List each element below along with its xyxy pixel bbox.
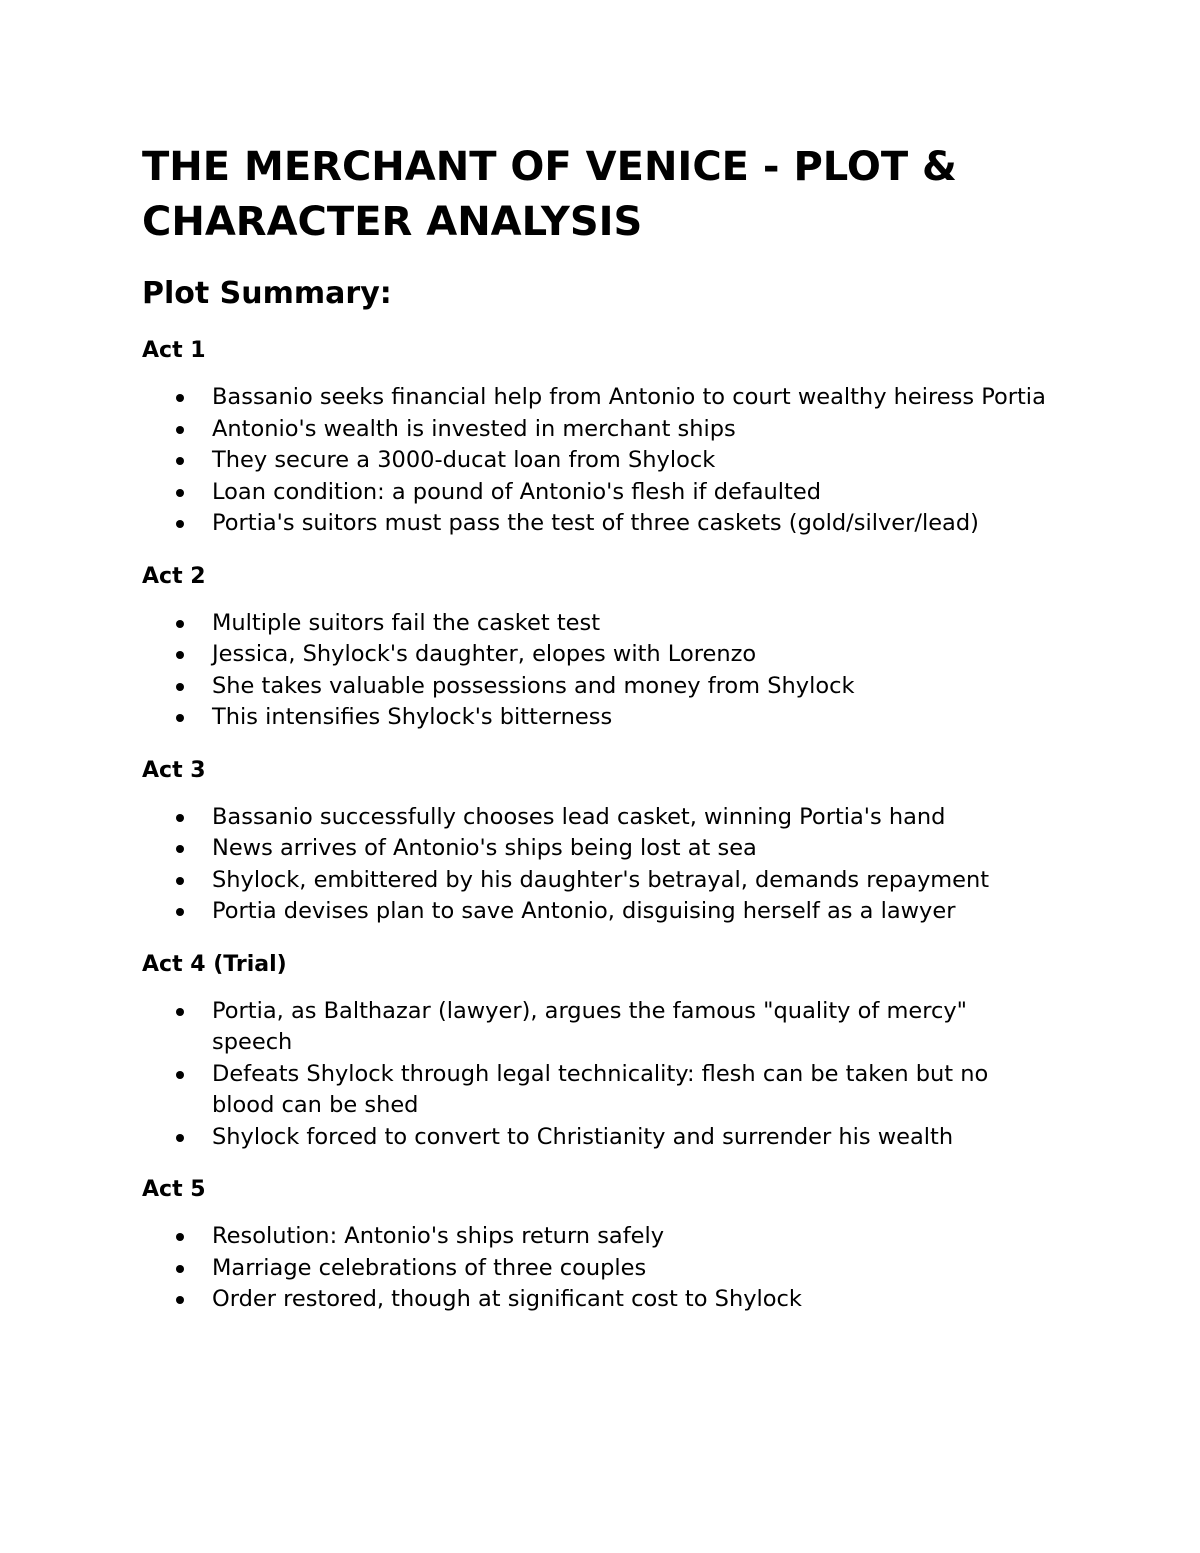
bullet-icon [176, 394, 184, 402]
bullet-icon [176, 651, 184, 659]
list-item-text: Portia's suitors must pass the test of three caskets (gold/silver/lead) [212, 510, 979, 536]
document-title [142, 140, 1052, 250]
bullet-icon [176, 489, 184, 497]
bullet-icon [176, 1296, 184, 1304]
list-item [142, 896, 1052, 928]
bullet-list [142, 996, 1052, 1154]
act-heading: Act 1 [142, 338, 206, 363]
list-item-text: Antonio's wealth is invested in merchant ships [212, 415, 736, 442]
list-item-text: Multiple suitors fail the casket test [212, 609, 601, 636]
list-item [142, 382, 1052, 414]
bullet-list [142, 382, 1052, 540]
list-item-text: Order restored, though at significant cost to Shylock [212, 1286, 802, 1312]
list-item [142, 508, 1052, 540]
document-title-line-1: THE MERCHANT OF VENICE - PLOT & [142, 144, 957, 190]
act-heading: Act 2 [142, 563, 206, 589]
bullet-icon [176, 845, 184, 853]
act-heading: Act 3 [142, 757, 206, 783]
bullet-icon [176, 1008, 184, 1016]
bullet-icon [176, 683, 184, 691]
bullet-icon [176, 1134, 184, 1142]
act-section [142, 336, 1052, 540]
list-item [142, 671, 1052, 703]
list-item [142, 865, 1052, 897]
list-item [142, 414, 1052, 446]
bullet-icon [176, 908, 184, 916]
bullet-icon [176, 457, 184, 465]
list-item [142, 1221, 1052, 1253]
document-title-line-2: CHARACTER ANALYSIS [142, 199, 643, 245]
list-item [142, 1122, 1052, 1154]
list-item [142, 1059, 1052, 1122]
list-item-text: News arrives of Antonio's ships being lost at sea [212, 835, 757, 861]
bullet-icon [176, 877, 184, 885]
bullet-icon [176, 1265, 184, 1273]
plot-summary-heading: Plot Summary: [142, 276, 392, 311]
list-item-text: Shylock, embittered by his daughter's betrayal, demands repayment [212, 866, 990, 893]
list-item [142, 702, 1052, 734]
document-page [142, 140, 1052, 1316]
act-heading: Act 5 [142, 1177, 206, 1202]
acts-list [142, 336, 1052, 1316]
bullet-list [142, 1221, 1052, 1316]
list-item-text: Defeats Shylock through legal technicality: flesh can be taken but no blood can be shed [212, 1060, 989, 1118]
list-item [142, 833, 1052, 865]
bullet-icon [176, 1233, 184, 1241]
list-item [142, 802, 1052, 834]
act-heading: Act 4 (Trial) [142, 951, 287, 977]
list-item [142, 639, 1052, 671]
list-item-text: Shylock forced to convert to Christianity and surrender his wealth [212, 1123, 954, 1150]
list-item-text: They secure a 3000-ducat loan from Shylock [212, 447, 716, 473]
list-item-text: Jessica, Shylock's daughter, elopes with Lorenzo [212, 641, 757, 667]
list-item [142, 477, 1052, 509]
act-section [142, 1175, 1052, 1316]
bullet-icon [176, 426, 184, 434]
act-section [142, 756, 1052, 928]
list-item-text: Marriage celebrations of three couples [212, 1254, 647, 1281]
list-item-text: This intensifies Shylock's bitterness [212, 704, 613, 730]
act-section [142, 950, 1052, 1154]
list-item-text: Portia, as Balthazar (lawyer), argues the famous "quality of mercy" speech [212, 997, 968, 1055]
bullet-icon [176, 620, 184, 628]
bullet-list [142, 802, 1052, 928]
bullet-icon [176, 1071, 184, 1079]
list-item-text: Portia devises plan to save Antonio, disguising herself as a lawyer [212, 898, 956, 924]
bullet-icon [176, 814, 184, 822]
list-item [142, 608, 1052, 640]
list-item [142, 1284, 1052, 1316]
list-item [142, 1253, 1052, 1285]
list-item [142, 996, 1052, 1059]
list-item [142, 445, 1052, 477]
bullet-icon [176, 520, 184, 528]
list-item-text: Bassanio successfully chooses lead casket, winning Portia's hand [212, 803, 946, 830]
list-item-text: Loan condition: a pound of Antonio's flesh if defaulted [212, 478, 821, 505]
list-item-text: She takes valuable possessions and money from Shylock [212, 672, 855, 699]
bullet-list [142, 608, 1052, 734]
list-item-text: Resolution: Antonio's ships return safely [212, 1223, 665, 1249]
list-item-text: Bassanio seeks financial help from Antonio to court wealthy heiress Portia [212, 384, 1046, 410]
bullet-icon [176, 714, 184, 722]
act-section [142, 562, 1052, 734]
